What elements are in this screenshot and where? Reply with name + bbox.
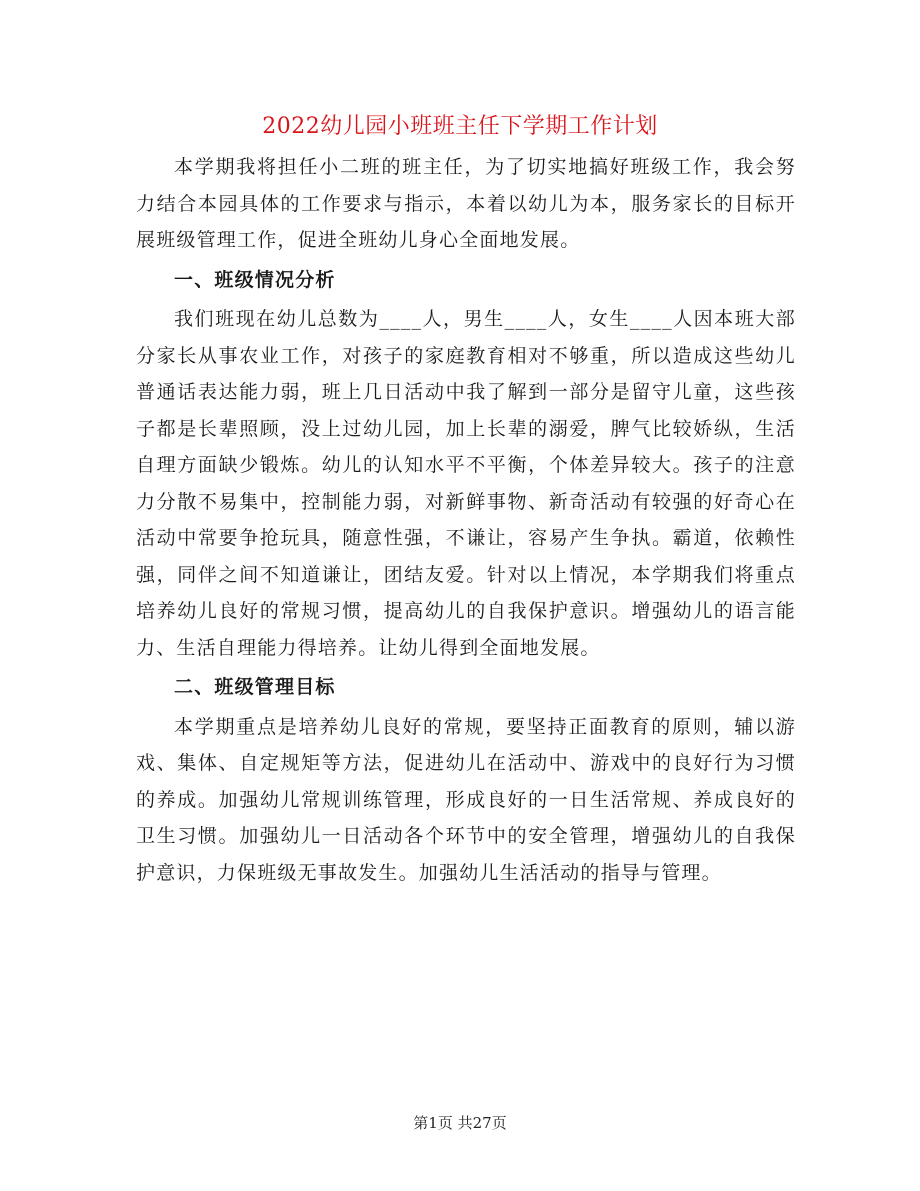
page-number-footer: 第1页 共27页 bbox=[413, 1114, 507, 1132]
document-body bbox=[136, 149, 796, 891]
section-heading-management-goals: 二、班级管理目标 bbox=[174, 676, 336, 698]
section-body-class-analysis: 我们班现在幼儿总数为____人，男生____人，女生____人因本班大部分家长从事农业工作，对孩子的家庭教育相对不够重，所以造成这些幼儿普通话表达能力弱，班上几日活动中我了解到一部分是留守儿童，这些孩子都是长辈照顾，没上过幼儿园，加上长辈的溺爱，脾气比较娇纵，生活自理方面缺少锻炼。幼儿的认知水平不平衡，个体差异较大。孩子的注意力分散不易集中，控制能力弱，对新鲜事物、新奇活动有较强的好奇心在活动中常要争抢玩具，随意性强，不谦让，容易产生争执。霸道，依赖性强，同伴之间不知道谦让，团结友爱。针对以上情况，本学期我们将重点培养幼儿良好的常规习惯，提高幼儿的自我保护意识。增强幼儿的语言能力、生活自理能力得培养。让幼儿得到全面地发展。 bbox=[136, 308, 796, 659]
section-heading-class-analysis: 一、班级情况分析 bbox=[174, 268, 336, 291]
intro-paragraph: 本学期我将担任小二班的班主任，为了切实地搞好班级工作，我会努力结合本园具体的工作要求与指示，本着以幼儿为本，服务家长的目标开展班级管理工作，促进全班幼儿身心全面地发展。 bbox=[136, 156, 796, 251]
section-body-management-goals: 本学期重点是培养幼儿良好的常规，要坚持正面教育的原则，辅以游戏、集体、自定规矩等方法，促进幼儿在活动中、游戏中的良好行为习惯的养成。加强幼儿常规训练管理，形成良好的一日生活常规、养成良好的卫生习惯。加强幼儿一日活动各个环节中的安全管理，增强幼儿的自我保护意识，力保班级无事故发生。加强幼儿生活活动的指导与管理。 bbox=[136, 715, 796, 884]
document-title: 2022幼儿园小班班主任下学期工作计划 bbox=[262, 114, 658, 139]
